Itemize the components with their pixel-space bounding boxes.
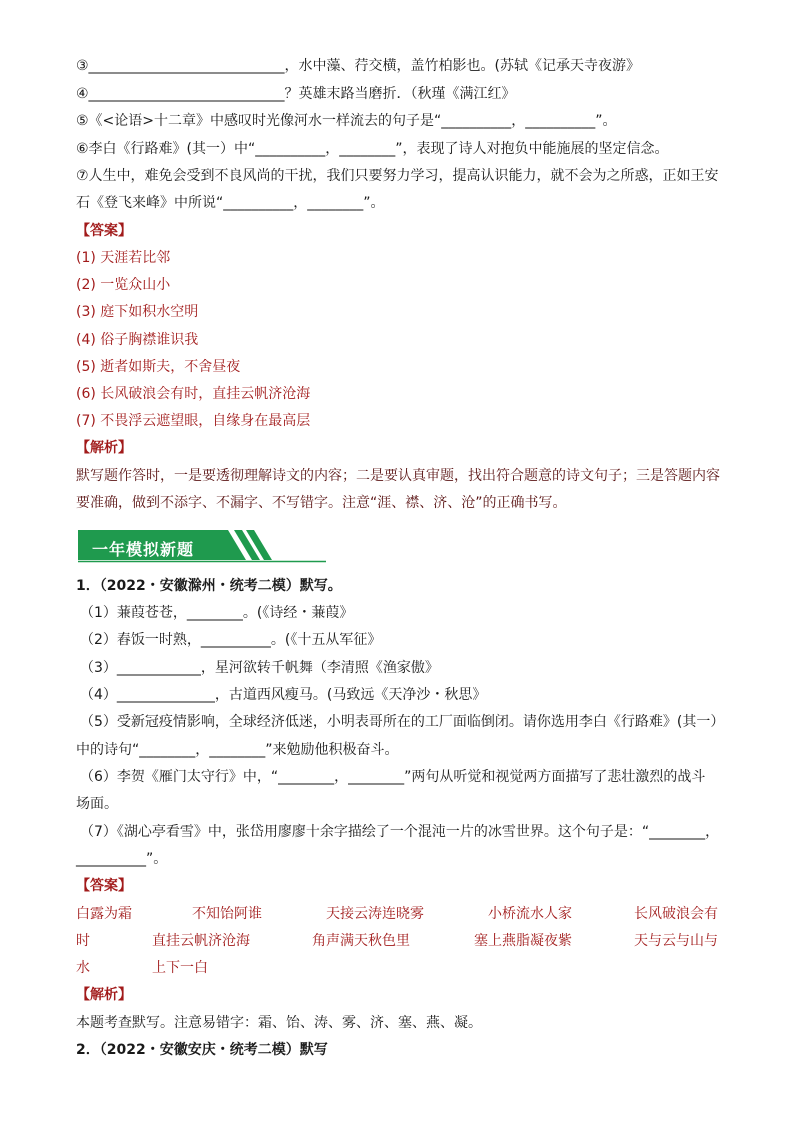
analysis-line-1: 默写题作答时，一是要透彻理解诗文的内容；二是要认真审题，找出符合题意的诗文句子；三是答题内容 [76,468,720,484]
banner-title: 一年模拟新题 [92,540,195,559]
answer-item-2: (2) 一览众山小 [76,277,171,293]
question-7-line-b: 石《登飞来峰》中所说“__________，________”。 [76,195,385,211]
question-6-line: ⑥李白《行路难》(其一）中“__________，________”，表现了诗人对抱负中能施展的坚定信念。 [76,141,669,157]
q1-item-1: （1）蒹葭苍苍，________。(《诗经・蒹葭》 [80,605,354,621]
question-3-line: ③____________________________，水中藻、荇交横，盖竹柏影也。(苏轼《记承天寺夜游》 [76,58,641,74]
q1-answer-9a: 天与云与山与 [634,933,718,949]
q1-answer-3: 天接云涛连晓雾 [326,906,424,922]
answer-item-5: (5) 逝者如斯夫，不舍昼夜 [76,359,241,375]
answer-item-3: (3) 庭下如积水空明 [76,304,199,320]
q1-answer-10: 上下一白 [152,960,208,976]
analysis-line-2: 要准确，做到不添字、不漏字、不写错字。注意“涯、襟、济、沧”的正确书写。 [76,495,567,511]
q1-answer-9b: 水 [76,960,90,976]
q1-analysis-label: 【解析】 [76,987,132,1003]
q1-analysis-text: 本题考查默写。注意易错字：霜、饴、涛、雾、济、塞、燕、凝。 [76,1015,482,1031]
q1-item-6b: 场面。 [76,796,118,812]
q1-answer-4: 小桥流水人家 [488,906,572,922]
q1-answer-8: 塞上燕脂凝夜紫 [474,933,572,949]
question-7-line-a: ⑦人生中，难免会受到不良风尚的干扰，我们只要努力学习，提高认识能力，就不会为之所惑，正如王安 [76,168,719,184]
q1-answer-5a: 长风破浪会有 [634,906,718,922]
question-5-line: ⑤《<论语>十二章》中感叹时光像河水一样流去的句子是“__________，__________”。 [76,113,617,129]
answer-item-7: (7) 不畏浮云遮望眼，自缘身在最高层 [76,413,311,429]
answer-item-1: (1) 天涯若比邻 [76,250,171,266]
q1-title: 1．（2022・安徽滁州・统考二模）默写。 [76,578,342,594]
q1-answer-label: 【答案】 [76,878,132,894]
q1-answer-2: 不知饴阿谁 [192,906,262,922]
q1-item-7a: （7）《湖心亭看雪》中，张岱用廖廖十余字描绘了一个混沌一片的冰雪世界。这个句子是：“________， [80,824,720,840]
q1-answer-1: 白露为霜 [76,906,132,922]
q1-item-4: （4）______________，古道西风瘦马。(马致远《天净沙・秋思》 [80,687,487,703]
q2-title: 2．（2022・安徽安庆・统考二模）默写 [76,1042,328,1058]
q1-item-3: （3）____________，星河欲转千帆舞（李清照《渔家傲》 [80,660,439,676]
answer-item-4: (4) 俗子胸襟谁识我 [76,332,199,348]
q1-answer-7: 角声满天秋色里 [312,933,410,949]
answer-label: 【答案】 [76,223,132,239]
section-banner [78,530,326,564]
question-4-line: ④____________________________？英雄末路当磨折．（秋瑾《满江红》 [76,86,516,102]
q1-item-5a: （5）受新冠疫情影响，全球经济低迷，小明表哥所在的工厂面临倒闭。请你选用李白《行路难》(其一） [80,714,725,730]
analysis-label: 【解析】 [76,440,132,456]
answer-item-6: (6) 长风破浪会有时，直挂云帆济沧海 [76,386,311,402]
q1-item-7b: __________”。 [76,851,168,867]
q1-item-5b: 中的诗句“________，________”来勉励他积极奋斗。 [76,742,399,758]
q1-item-6a: （6）李贺《雁门太守行》中，“________，________”两句从听觉和视觉两方面描写了悲壮激烈的战斗 [80,769,706,785]
q1-item-2: （2）舂饭一时熟，__________。(《十五从军征》 [80,632,382,648]
q1-answer-6: 直挂云帆济沧海 [152,933,250,949]
q1-answer-5b: 时 [76,933,90,949]
